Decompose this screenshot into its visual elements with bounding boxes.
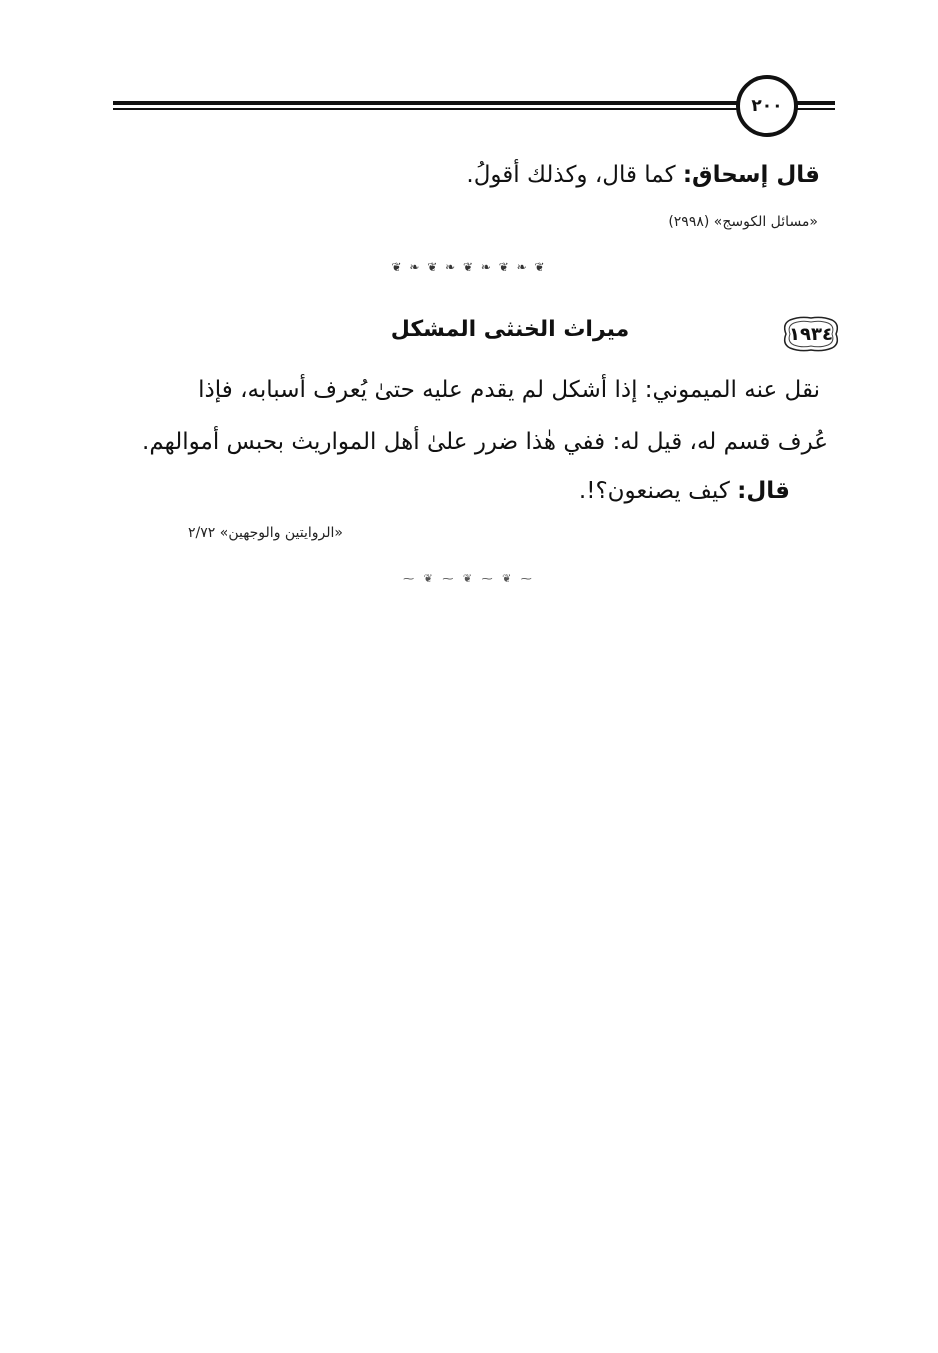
block1-reference: «مسائل الكوسج» (٢٩٩٨)	[668, 214, 818, 230]
header-rule	[113, 100, 835, 112]
entry-speaker: قال:	[737, 478, 790, 504]
section-heading: ميراث الخنثى المشكل	[390, 317, 630, 342]
page-number: ٢٠٠	[751, 96, 783, 116]
entry-number: ١٩٣٤	[789, 323, 833, 345]
entry-line-3-text: كيف يصنعون؟!.	[578, 478, 730, 504]
header-rule-thick-line	[113, 101, 835, 105]
block1-speaker: قال إسحاق:	[682, 162, 820, 188]
page-number-badge	[736, 75, 798, 137]
block1-text: كما قال، وكذلك أقولُ.	[466, 162, 676, 188]
section-divider-ornament: ❦ ❧ ❦ ❧ ❦ ❧ ❦ ❧ ❦	[391, 260, 547, 274]
entry-reference: «الروايتين والوجهين» ٢/٧٢	[188, 525, 343, 541]
entry-line-3	[579, 478, 790, 504]
header-rule-thin-line	[113, 108, 835, 110]
entry-line-2: عُرف قسم له، قيل له: ففي هٰذا ضرر علىٰ أهل المواريث بحبس أموالهم.	[142, 429, 828, 455]
end-divider-ornament: ⁓ ❦ ⁓ ❦ ⁓ ❦ ⁓	[403, 572, 535, 585]
entry-number-badge	[780, 314, 842, 354]
entry-line-1: نقل عنه الميموني: إذا أشكل لم يقدم عليه حتىٰ يُعرف أسبابه، فإذا	[198, 377, 820, 403]
block1-line	[466, 162, 820, 188]
